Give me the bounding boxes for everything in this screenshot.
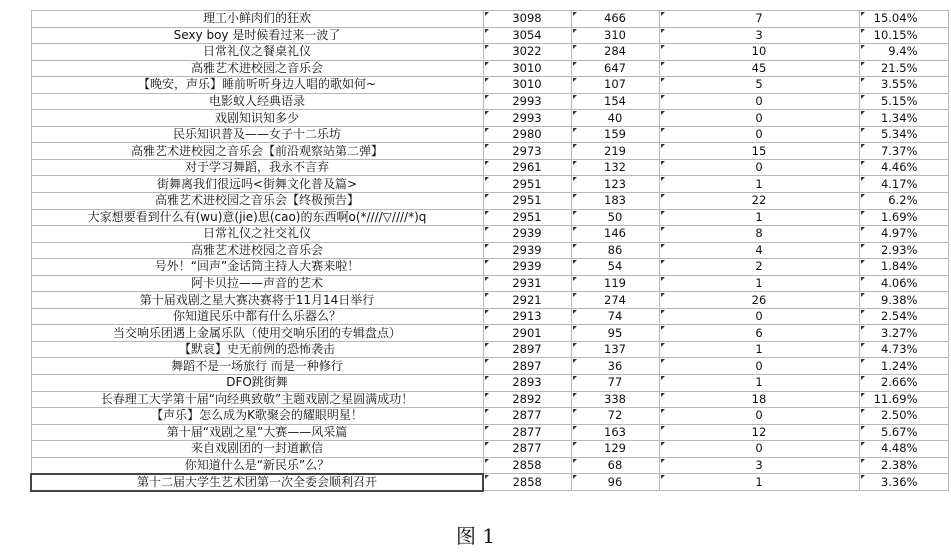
value-cell-3: 45 [659,60,859,77]
table-row [31,159,948,176]
value-cell-1: 2939 [483,242,571,259]
table-row [31,44,948,61]
percentage-cell: 6.2% [859,193,948,210]
percentage-cell: 3.36% [859,474,948,491]
value-cell-3: 5 [659,77,859,94]
value-cell-3: 2 [659,259,859,276]
percentage-cell: 3.55% [859,77,948,94]
table-row [31,27,948,44]
value-cell-2: 466 [571,11,659,28]
value-cell-3: 1 [659,209,859,226]
table-row [31,457,948,474]
table-row [31,424,948,441]
value-cell-2: 40 [571,110,659,127]
table-row [31,143,948,160]
percentage-cell: 4.06% [859,275,948,292]
table-body [31,11,948,491]
article-title-cell: 第十届戏剧之星大赛决赛将于11月14日举行 [31,292,483,309]
table-row [31,77,948,94]
article-title-cell: 日常礼仪之社交礼仪 [31,226,483,243]
article-title-cell: 高雅艺术进校园之音乐会【前沿观察站第二弹】 [31,143,483,160]
article-title-cell: 舞蹈不是一场旅行 而是一种修行 [31,358,483,375]
table-row [31,408,948,425]
value-cell-3: 22 [659,193,859,210]
table-row [31,259,948,276]
value-cell-1: 2921 [483,292,571,309]
article-title-cell: 第十届“戏剧之星”大赛——风采篇 [31,424,483,441]
article-title-cell: DFO跳街舞 [31,375,483,392]
article-title-cell: 第十二届大学生艺术团第一次全委会顺利召开 [31,474,483,491]
value-cell-3: 15 [659,143,859,160]
value-cell-1: 2961 [483,159,571,176]
table-row [31,308,948,325]
table-row [31,110,948,127]
table-row [31,292,948,309]
value-cell-3: 8 [659,226,859,243]
article-title-cell: 高雅艺术进校园之音乐会 [31,242,483,259]
article-title-cell: 你知道什么是“新民乐”么？ [31,457,483,474]
article-title-cell: 来自戏剧团的一封道歉信 [31,441,483,458]
value-cell-1: 2939 [483,226,571,243]
table-row [31,275,948,292]
percentage-cell: 1.24% [859,358,948,375]
value-cell-2: 338 [571,391,659,408]
article-title-cell: 电影蚁人经典语录 [31,93,483,110]
value-cell-3: 4 [659,242,859,259]
table-row [31,441,948,458]
value-cell-2: 36 [571,358,659,375]
table-row [31,60,948,77]
value-cell-1: 2951 [483,176,571,193]
value-cell-1: 2893 [483,375,571,392]
article-title-cell: 【默哀】史无前例的恐怖袭击 [31,341,483,358]
value-cell-1: 2892 [483,391,571,408]
table-row [31,391,948,408]
value-cell-3: 1 [659,341,859,358]
article-title-cell: 戏剧知识知多少 [31,110,483,127]
percentage-cell: 1.69% [859,209,948,226]
percentage-cell: 4.73% [859,341,948,358]
table-row [31,242,948,259]
value-cell-2: 647 [571,60,659,77]
value-cell-3: 12 [659,424,859,441]
article-title-cell: 当交响乐团遇上金属乐队（使用交响乐团的专辑盘点） [31,325,483,342]
value-cell-3: 10 [659,44,859,61]
value-cell-2: 95 [571,325,659,342]
article-title-cell: 【晚安，声乐】睡前听听身边人唱的歌如何~ [31,77,483,94]
percentage-cell: 2.50% [859,408,948,425]
article-title-cell: 高雅艺术进校园之音乐会【终极预告】 [31,193,483,210]
value-cell-2: 310 [571,27,659,44]
value-cell-3: 1 [659,275,859,292]
percentage-cell: 15.04% [859,11,948,28]
value-cell-2: 86 [571,242,659,259]
value-cell-2: 274 [571,292,659,309]
percentage-cell: 11.69% [859,391,948,408]
value-cell-1: 3022 [483,44,571,61]
value-cell-2: 72 [571,408,659,425]
percentage-cell: 21.5% [859,60,948,77]
value-cell-2: 119 [571,275,659,292]
percentage-cell: 2.93% [859,242,948,259]
value-cell-3: 0 [659,126,859,143]
table-row [31,325,948,342]
value-cell-1: 2877 [483,424,571,441]
article-title-cell: 对于学习舞蹈，我永不言弃 [31,159,483,176]
table-row [31,11,948,28]
value-cell-3: 6 [659,325,859,342]
value-cell-1: 2931 [483,275,571,292]
value-cell-1: 2897 [483,358,571,375]
article-title-cell: 长春理工大学第十届“向经典致敬”主题戏剧之星圆满成功！ [31,391,483,408]
value-cell-3: 0 [659,93,859,110]
value-cell-2: 159 [571,126,659,143]
value-cell-3: 0 [659,408,859,425]
value-cell-2: 96 [571,474,659,491]
value-cell-2: 123 [571,176,659,193]
percentage-cell: 10.15% [859,27,948,44]
value-cell-2: 68 [571,457,659,474]
article-title-cell: 街舞离我们很远吗<街舞文化普及篇> [31,176,483,193]
percentage-cell: 4.48% [859,441,948,458]
value-cell-1: 2993 [483,93,571,110]
value-cell-1: 3054 [483,27,571,44]
value-cell-1: 2897 [483,341,571,358]
article-title-cell: 【声乐】怎么成为K歌聚会的耀眼明星！ [31,408,483,425]
percentage-cell: 5.34% [859,126,948,143]
value-cell-2: 132 [571,159,659,176]
percentage-cell: 5.15% [859,93,948,110]
value-cell-3: 18 [659,391,859,408]
value-cell-3: 7 [659,11,859,28]
value-cell-3: 1 [659,176,859,193]
table-row [31,375,948,392]
stats-table [30,10,949,492]
table-row [31,176,948,193]
value-cell-2: 284 [571,44,659,61]
percentage-cell: 9.38% [859,292,948,309]
value-cell-1: 3098 [483,11,571,28]
table-row [31,358,948,375]
value-cell-1: 2951 [483,209,571,226]
percentage-cell: 7.37% [859,143,948,160]
percentage-cell: 5.67% [859,424,948,441]
value-cell-2: 163 [571,424,659,441]
value-cell-1: 2858 [483,474,571,491]
percentage-cell: 9.4% [859,44,948,61]
article-title-cell: Sexy boy 是时候看过来一波了 [31,27,483,44]
table-row [31,226,948,243]
value-cell-1: 3010 [483,60,571,77]
table-row [31,193,948,210]
value-cell-2: 54 [571,259,659,276]
value-cell-3: 0 [659,308,859,325]
value-cell-3: 0 [659,441,859,458]
percentage-cell: 1.34% [859,110,948,127]
value-cell-2: 219 [571,143,659,160]
percentage-cell: 3.27% [859,325,948,342]
article-title-cell: 民乐知识普及——女子十二乐坊 [31,126,483,143]
value-cell-1: 2858 [483,457,571,474]
value-cell-2: 183 [571,193,659,210]
value-cell-1: 2877 [483,408,571,425]
spreadsheet [30,10,947,492]
article-title-cell: 你知道民乐中都有什么乐器么？ [31,308,483,325]
value-cell-2: 50 [571,209,659,226]
value-cell-3: 1 [659,474,859,491]
figure-caption: 图 1 [455,524,496,548]
value-cell-2: 129 [571,441,659,458]
percentage-cell: 1.84% [859,259,948,276]
value-cell-1: 3010 [483,77,571,94]
value-cell-2: 107 [571,77,659,94]
percentage-cell: 2.66% [859,375,948,392]
value-cell-1: 2951 [483,193,571,210]
value-cell-2: 74 [571,308,659,325]
value-cell-1: 2980 [483,126,571,143]
article-title-cell: 理工小鲜肉们的狂欢 [31,11,483,28]
value-cell-2: 137 [571,341,659,358]
article-title-cell: 高雅艺术进校园之音乐会 [31,60,483,77]
table-row [31,93,948,110]
article-title-cell: 日常礼仪之餐桌礼仪 [31,44,483,61]
value-cell-1: 2973 [483,143,571,160]
percentage-cell: 2.38% [859,457,948,474]
value-cell-3: 1 [659,375,859,392]
percentage-cell: 2.54% [859,308,948,325]
percentage-cell: 4.97% [859,226,948,243]
value-cell-1: 2901 [483,325,571,342]
value-cell-1: 2993 [483,110,571,127]
value-cell-3: 3 [659,457,859,474]
value-cell-1: 2877 [483,441,571,458]
value-cell-2: 146 [571,226,659,243]
value-cell-3: 3 [659,27,859,44]
percentage-cell: 4.46% [859,159,948,176]
table-row [31,341,948,358]
table-row [31,474,948,491]
value-cell-2: 77 [571,375,659,392]
value-cell-1: 2913 [483,308,571,325]
value-cell-2: 154 [571,93,659,110]
value-cell-3: 0 [659,110,859,127]
article-title-cell: 大家想要看到什么有(wu)意(jie)思(cao)的东西啊o(*////▽////*)q [31,209,483,226]
article-title-cell: 阿卡贝拉——声音的艺术 [31,275,483,292]
article-title-cell: 号外！“回声”金话筒主持人大赛来啦！ [31,259,483,276]
table-row [31,126,948,143]
table-row [31,209,948,226]
value-cell-3: 0 [659,159,859,176]
value-cell-3: 0 [659,358,859,375]
value-cell-1: 2939 [483,259,571,276]
percentage-cell: 4.17% [859,176,948,193]
value-cell-3: 26 [659,292,859,309]
